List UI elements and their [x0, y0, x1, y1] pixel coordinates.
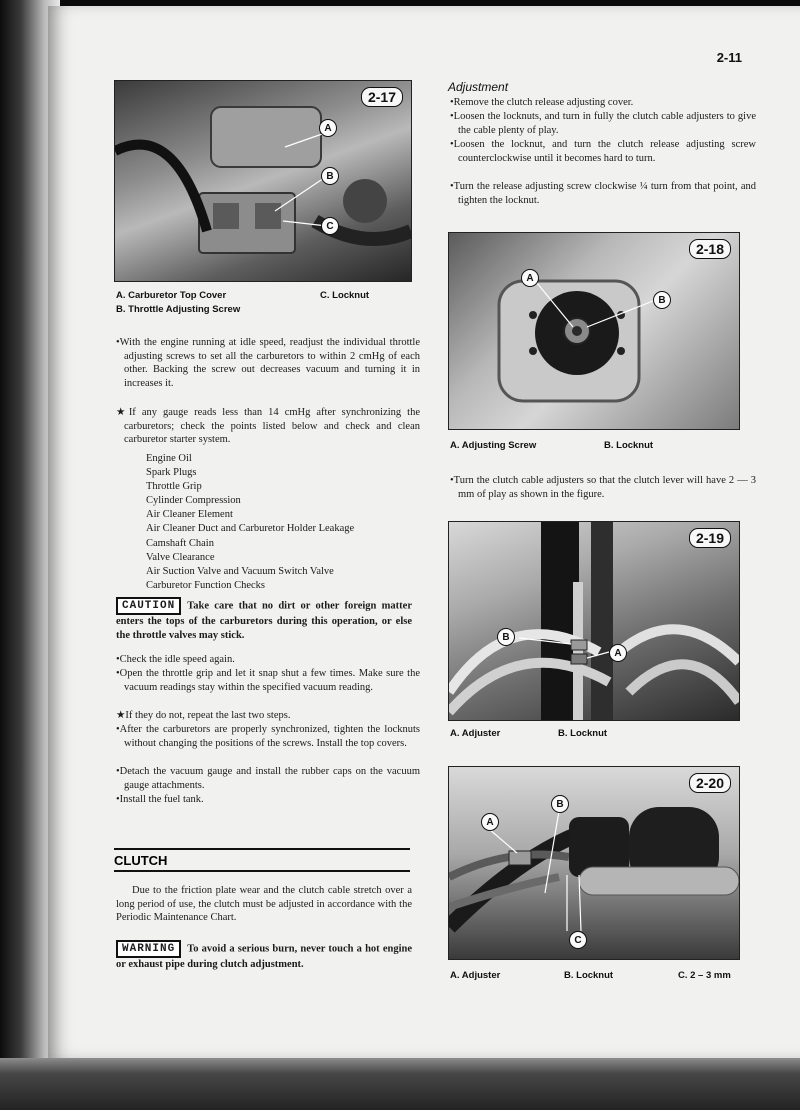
- figure-2-17-callout-b: B: [321, 167, 339, 185]
- scan-bottom-shadow: [0, 1058, 800, 1110]
- figure-2-19-photo: [448, 521, 740, 721]
- figure-2-17-callout-a: A: [319, 119, 337, 137]
- paragraph-gauge-check: ★If any gauge reads less than 14 cmHg after synchronizing the carburetors; check the points listed below and check and clean carburetor starter system.: [116, 407, 420, 446]
- figure-2-18-callout-b: B: [653, 291, 671, 309]
- figure-2-20-caption-c: C. 2 – 3 mm: [678, 970, 731, 981]
- figure-2-20-drawing: [449, 767, 739, 959]
- page-number: 2-11: [716, 50, 742, 65]
- turn-adjusters-step: •Turn the clutch cable adjusters so that the clutch lever will have 2 — 3 mm of play as shown in the figure.: [450, 475, 756, 500]
- caution-label: CAUTION: [116, 597, 181, 615]
- figure-2-17-label: 2-17: [361, 87, 403, 107]
- warning-text: To avoid a serious burn, never touch a hot engine or exhaust pipe during clutch adjustment.: [116, 943, 412, 970]
- figure-2-19-callout-b: B: [497, 628, 515, 646]
- adjustment-step-loosen-locknuts: •Loosen the locknuts, and turn in fully the clutch cable adjusters to give the cable plenty of play.: [450, 111, 756, 136]
- figure-2-20-caption-a: A. Adjuster: [450, 970, 501, 981]
- figure-2-20-label: 2-20: [689, 773, 731, 793]
- figure-2-17-callout-c: C: [321, 217, 339, 235]
- figure-2-20-photo: [448, 766, 740, 960]
- figure-2-17-caption-b: B. Throttle Adjusting Screw: [116, 304, 241, 315]
- step-repeat: ★If they do not, repeat the last two steps.: [116, 710, 291, 721]
- step-install-tank: •Install the fuel tank.: [116, 794, 204, 805]
- figure-2-19-caption-b: B. Locknut: [558, 728, 608, 739]
- step-detach-gauge: •Detach the vacuum gauge and install the rubber caps on the vacuum gauge attachments.: [116, 766, 420, 791]
- figure-2-17-drawing: [115, 81, 411, 281]
- figure-2-19-label: 2-19: [689, 528, 731, 548]
- figure-2-17-caption-c: C. Locknut: [320, 290, 370, 301]
- figure-2-18-caption-a: A. Adjusting Screw: [450, 440, 537, 451]
- figure-2-17-photo: [114, 80, 412, 282]
- step-tighten-locknuts: •After the carburetors are properly synchronized, tighten the locknuts without changing the positions of the screws. Install the top covers.: [116, 724, 420, 749]
- figure-2-18-photo: [448, 232, 740, 430]
- figure-2-20-callout-c: C: [569, 931, 587, 949]
- check-item: Throttle Grip: [146, 481, 202, 493]
- figure-2-18-label: 2-18: [689, 239, 731, 259]
- check-item: Spark Plugs: [146, 467, 197, 479]
- step-check-idle: •Check the idle speed again.: [116, 654, 235, 665]
- figure-2-19-drawing: [449, 522, 739, 720]
- adjustment-step-loosen-locknut: •Loosen the locknut, and turn the clutch release adjusting screw counterclockwise until it becomes hard to turn.: [450, 139, 756, 164]
- check-item: Air Cleaner Element: [146, 509, 233, 521]
- check-item: Valve Clearance: [146, 551, 215, 563]
- adjustment-subtitle: Adjustment: [448, 80, 509, 94]
- adjustment-step-turn-screw: •Turn the release adjusting screw clockwise ¼ turn from that point, and tighten the locknut.: [450, 181, 756, 206]
- manual-page: [48, 6, 800, 1058]
- check-item-list: [146, 452, 354, 593]
- paragraph-readjust: •With the engine running at idle speed, readjust the individual throttle adjusting screws to set all the carburetors to within 2 cmHg of each other. Backing the screw out decreases vacuum and turning it in increases it.: [116, 337, 420, 389]
- warning-block: [116, 940, 412, 972]
- warning-label: WARNING: [116, 940, 181, 958]
- figure-2-20-callout-a: A: [481, 813, 499, 831]
- check-item: Cylinder Compression: [146, 495, 241, 507]
- clutch-intro: Due to the friction plate wear and the clutch cable stretch over a long period of use, the clutch must be adjusted in accordance with the Periodic Maintenance Chart.: [116, 885, 412, 924]
- check-item: Engine Oil: [146, 453, 192, 464]
- caution-text: Take care that no dirt or other foreign matter enters the tops of the carburetors during this operation, or else the throttle valves may stick.: [116, 600, 412, 641]
- figure-2-17-caption-a: A. Carburetor Top Cover: [116, 290, 227, 301]
- figure-2-18-drawing: [449, 233, 739, 429]
- step-snap-throttle: •Open the throttle grip and let it snap shut a few times. Make sure the vacuum readings stay within the specified vacuum reading.: [116, 668, 420, 693]
- figure-2-18-caption-b: B. Locknut: [604, 440, 654, 451]
- figure-2-19-callout-a: A: [609, 644, 627, 662]
- check-item: Air Cleaner Duct and Carburetor Holder Leakage: [146, 523, 355, 535]
- figure-2-19-caption-a: A. Adjuster: [450, 728, 501, 739]
- check-item: Carburetor Function Checks: [146, 579, 265, 591]
- caution-block: [116, 597, 412, 642]
- figure-2-20-callout-b: B: [551, 795, 569, 813]
- figure-2-20-caption-b: B. Locknut: [564, 970, 614, 981]
- check-item: Camshaft Chain: [146, 537, 214, 549]
- figure-2-18-callout-a: A: [521, 269, 539, 287]
- adjustment-step-remove-cover: •Remove the clutch release adjusting cover.: [450, 97, 634, 108]
- check-item: Air Suction Valve and Vacuum Switch Valve: [146, 565, 334, 577]
- section-heading-clutch: CLUTCH: [114, 848, 410, 872]
